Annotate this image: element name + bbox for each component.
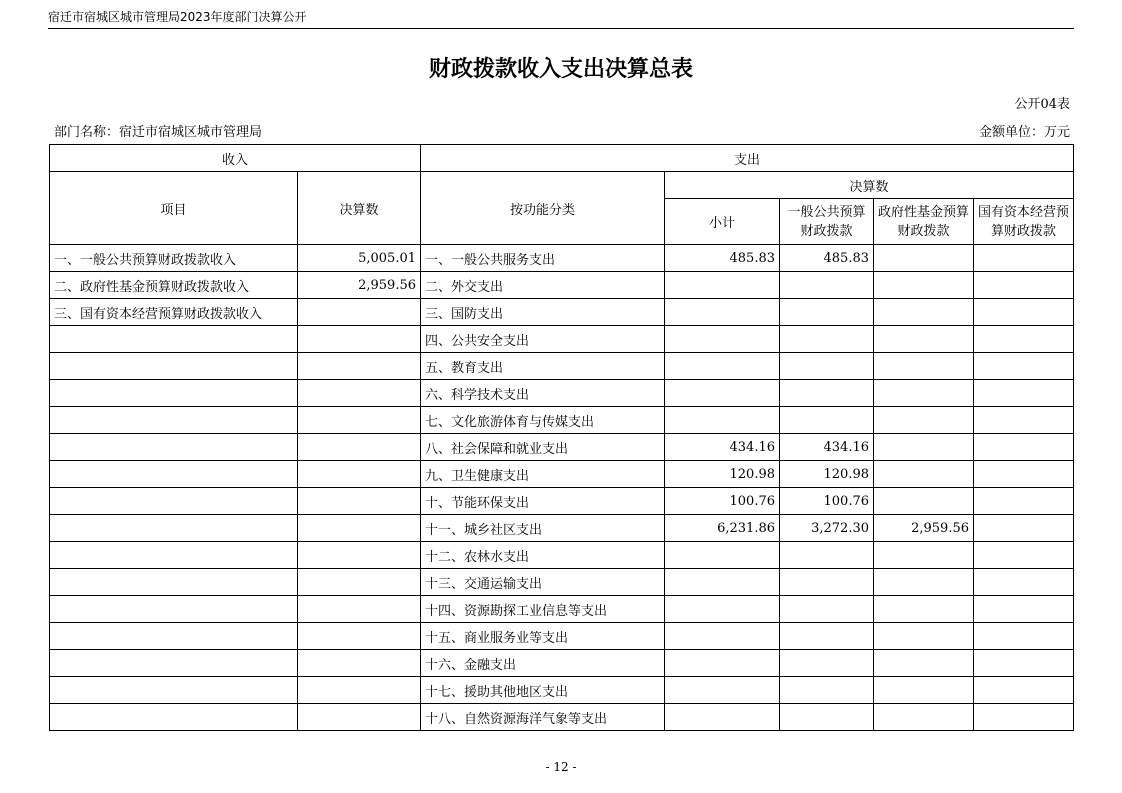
table-row	[50, 461, 1074, 488]
income-item-cell	[50, 326, 298, 353]
income-amount-cell	[298, 704, 421, 731]
header-divider	[48, 28, 1074, 29]
table-row	[50, 704, 1074, 731]
expense-item-cell: 七、文化旅游体育与传媒支出	[421, 407, 665, 434]
general-budget-cell	[780, 353, 874, 380]
income-item-cell	[50, 650, 298, 677]
page-header: 宿迁市宿城区城市管理局2023年度部门决算公开	[48, 10, 307, 24]
income-amount-cell	[298, 461, 421, 488]
income-amount-cell	[298, 569, 421, 596]
gov-fund-cell	[874, 272, 974, 299]
col-header-general: 一般公共预算财政拨款	[780, 199, 874, 245]
gov-fund-cell	[874, 353, 974, 380]
expense-item-cell: 十、节能环保支出	[421, 488, 665, 515]
expense-item-cell: 四、公共安全支出	[421, 326, 665, 353]
expense-item-cell: 一、一般公共服务支出	[421, 245, 665, 272]
general-budget-cell	[780, 542, 874, 569]
col-header-state-capital: 国有资本经营预算财政拨款	[974, 199, 1074, 245]
income-amount-cell	[298, 596, 421, 623]
expense-item-cell: 五、教育支出	[421, 353, 665, 380]
expense-item-cell: 九、卫生健康支出	[421, 461, 665, 488]
gov-fund-cell	[874, 407, 974, 434]
subtotal-cell: 6,231.86	[665, 515, 780, 542]
income-amount-cell	[298, 623, 421, 650]
gov-fund-cell	[874, 380, 974, 407]
general-budget-cell	[780, 704, 874, 731]
income-item-cell: 二、政府性基金预算财政拨款收入	[50, 272, 298, 299]
gov-fund-cell	[874, 488, 974, 515]
general-budget-cell	[780, 380, 874, 407]
state-capital-cell	[974, 407, 1074, 434]
income-amount-cell	[298, 434, 421, 461]
state-capital-cell	[974, 542, 1074, 569]
table-row	[50, 407, 1074, 434]
subtotal-cell	[665, 650, 780, 677]
subtotal-cell	[665, 542, 780, 569]
income-item-cell: 三、国有资本经营预算财政拨款收入	[50, 299, 298, 326]
gov-fund-cell	[874, 650, 974, 677]
expense-item-cell: 三、国防支出	[421, 299, 665, 326]
general-budget-cell	[780, 272, 874, 299]
general-budget-cell	[780, 623, 874, 650]
income-item-cell	[50, 623, 298, 650]
gov-fund-cell	[874, 704, 974, 731]
table-row	[50, 542, 1074, 569]
table-row	[50, 380, 1074, 407]
income-section-header: 收入	[50, 145, 421, 172]
gov-fund-cell	[874, 677, 974, 704]
state-capital-cell	[974, 596, 1074, 623]
col-header-gov-fund: 政府性基金预算财政拨款	[874, 199, 974, 245]
general-budget-cell: 434.16	[780, 434, 874, 461]
income-item-cell	[50, 461, 298, 488]
subtotal-cell	[665, 299, 780, 326]
income-amount-cell: 2,959.56	[298, 272, 421, 299]
income-amount-cell: 5,005.01	[298, 245, 421, 272]
state-capital-cell	[974, 677, 1074, 704]
gov-fund-cell	[874, 434, 974, 461]
gov-fund-cell	[874, 542, 974, 569]
general-budget-cell	[780, 326, 874, 353]
income-amount-cell	[298, 299, 421, 326]
subtotal-cell: 485.83	[665, 245, 780, 272]
gov-fund-cell	[874, 596, 974, 623]
income-amount-cell	[298, 407, 421, 434]
general-budget-cell	[780, 650, 874, 677]
subtotal-cell	[665, 407, 780, 434]
state-capital-cell	[974, 245, 1074, 272]
expense-item-cell: 十四、资源勘探工业信息等支出	[421, 596, 665, 623]
income-amount-cell	[298, 515, 421, 542]
expense-item-cell: 十八、自然资源海洋气象等支出	[421, 704, 665, 731]
expense-section-header: 支出	[421, 145, 1074, 172]
income-item-cell	[50, 353, 298, 380]
table-row	[50, 299, 1074, 326]
state-capital-cell	[974, 623, 1074, 650]
expense-item-cell: 十七、援助其他地区支出	[421, 677, 665, 704]
state-capital-cell	[974, 488, 1074, 515]
state-capital-cell	[974, 299, 1074, 326]
general-budget-cell: 485.83	[780, 245, 874, 272]
gov-fund-cell	[874, 569, 974, 596]
income-item-cell	[50, 704, 298, 731]
gov-fund-cell: 2,959.56	[874, 515, 974, 542]
state-capital-cell	[974, 569, 1074, 596]
income-item-cell	[50, 596, 298, 623]
table-row	[50, 677, 1074, 704]
table-row	[50, 245, 1074, 272]
income-amount-cell	[298, 326, 421, 353]
state-capital-cell	[974, 515, 1074, 542]
col-header-subtotal: 小计	[665, 199, 780, 245]
state-capital-cell	[974, 434, 1074, 461]
subtotal-cell: 120.98	[665, 461, 780, 488]
income-item-cell	[50, 515, 298, 542]
table-row	[50, 569, 1074, 596]
table-row	[50, 488, 1074, 515]
income-item-cell	[50, 677, 298, 704]
general-budget-cell	[780, 407, 874, 434]
state-capital-cell	[974, 650, 1074, 677]
expense-item-cell: 十三、交通运输支出	[421, 569, 665, 596]
expense-item-cell: 十一、城乡社区支出	[421, 515, 665, 542]
state-capital-cell	[974, 353, 1074, 380]
expense-item-cell: 六、科学技术支出	[421, 380, 665, 407]
income-item-cell	[50, 542, 298, 569]
income-amount-cell	[298, 488, 421, 515]
expense-item-cell: 八、社会保障和就业支出	[421, 434, 665, 461]
table-code: 公开04表	[1014, 97, 1070, 112]
expense-item-cell: 十二、农林水支出	[421, 542, 665, 569]
table-row	[50, 326, 1074, 353]
income-item-cell	[50, 569, 298, 596]
subtotal-cell: 434.16	[665, 434, 780, 461]
income-amount-cell	[298, 650, 421, 677]
amount-unit: 金额单位：万元	[978, 125, 1070, 140]
gov-fund-cell	[874, 299, 974, 326]
income-item-cell	[50, 488, 298, 515]
general-budget-cell	[780, 299, 874, 326]
state-capital-cell	[974, 272, 1074, 299]
expense-item-cell: 十五、商业服务业等支出	[421, 623, 665, 650]
expense-item-cell: 二、外交支出	[421, 272, 665, 299]
general-budget-cell: 100.76	[780, 488, 874, 515]
fiscal-summary-table	[49, 144, 1074, 731]
page-title: 财政拨款收入支出决算总表	[428, 57, 693, 82]
subtotal-cell	[665, 623, 780, 650]
col-header-amount: 决算数	[298, 172, 421, 245]
table-row	[50, 596, 1074, 623]
department-name: 部门名称：宿迁市宿城区城市管理局	[54, 125, 263, 140]
income-amount-cell	[298, 353, 421, 380]
subtotal-cell	[665, 380, 780, 407]
general-budget-cell: 3,272.30	[780, 515, 874, 542]
subtotal-cell	[665, 353, 780, 380]
table-row	[50, 515, 1074, 542]
general-budget-cell: 120.98	[780, 461, 874, 488]
gov-fund-cell	[874, 623, 974, 650]
income-item-cell	[50, 407, 298, 434]
general-budget-cell	[780, 677, 874, 704]
subtotal-cell	[665, 677, 780, 704]
gov-fund-cell	[874, 326, 974, 353]
state-capital-cell	[974, 326, 1074, 353]
income-amount-cell	[298, 677, 421, 704]
subtotal-cell	[665, 569, 780, 596]
state-capital-cell	[974, 704, 1074, 731]
income-amount-cell	[298, 380, 421, 407]
subtotal-cell	[665, 704, 780, 731]
page-number: - 12 -	[545, 760, 577, 774]
gov-fund-cell	[874, 461, 974, 488]
col-header-function: 按功能分类	[421, 172, 665, 245]
table-row	[50, 353, 1074, 380]
expense-item-cell: 十六、金融支出	[421, 650, 665, 677]
subtotal-cell: 100.76	[665, 488, 780, 515]
col-header-item: 项目	[50, 172, 298, 245]
income-item-cell	[50, 380, 298, 407]
table-row	[50, 434, 1074, 461]
general-budget-cell	[780, 569, 874, 596]
subtotal-cell	[665, 272, 780, 299]
table-row	[50, 650, 1074, 677]
subtotal-cell	[665, 326, 780, 353]
subtotal-cell	[665, 596, 780, 623]
gov-fund-cell	[874, 245, 974, 272]
col-header-budget-group: 决算数	[665, 172, 1074, 199]
state-capital-cell	[974, 461, 1074, 488]
income-item-cell: 一、一般公共预算财政拨款收入	[50, 245, 298, 272]
income-amount-cell	[298, 542, 421, 569]
table-row	[50, 272, 1074, 299]
state-capital-cell	[974, 380, 1074, 407]
income-item-cell	[50, 434, 298, 461]
general-budget-cell	[780, 596, 874, 623]
table-row	[50, 623, 1074, 650]
